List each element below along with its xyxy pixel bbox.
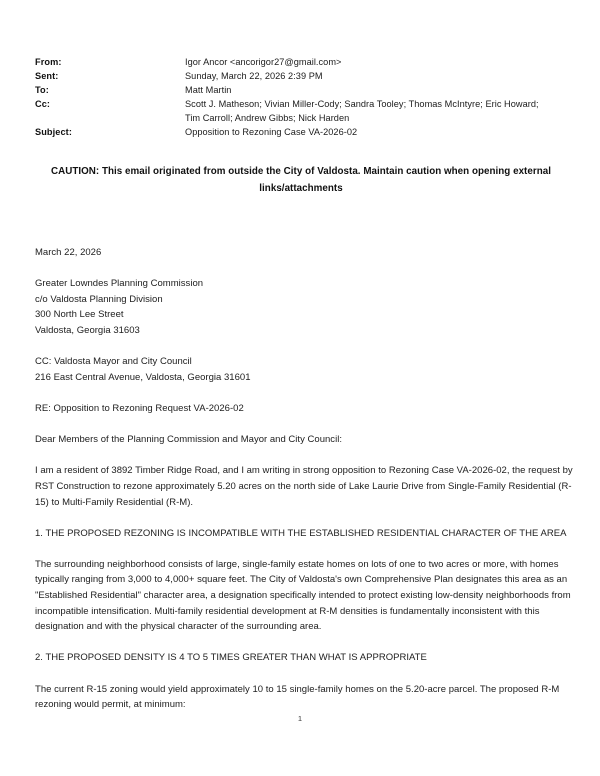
page-number-footer: 1 xyxy=(297,714,303,723)
recipient-address-line-4: Valdosta, Georgia 31603 xyxy=(35,324,140,336)
email-header-row-sent xyxy=(35,70,575,84)
section-1-paragraph: The surrounding neighborhood consists of large, single-family estate homes on lots of one to two acres or more, with homes typically ranging from 3,000 to 4,000+ square feet. The City of Valdosta's own Comprehensive Plan designates this area as an "Established Residential" character area, a designation specifically intended to protect existing low-density neighborhoods from incompatible intensification. Multi-family residential development at R-M densities is fundamentally inconsistent with this designation and with the physical character of the surrounding area. xyxy=(35,558,571,633)
email-value-subject: Opposition to Rezoning Case VA-2026-02 xyxy=(185,126,358,137)
email-value-to: Matt Martin xyxy=(185,85,232,95)
recipient-address-line-1: Greater Lowndes Planning Commission xyxy=(35,278,204,290)
letter-date: March 22, 2026 xyxy=(35,247,102,258)
recipient-address-line-3: 300 North Lee Street xyxy=(35,309,124,321)
email-label-subject: Subject: xyxy=(35,126,72,137)
email-label-from: From: xyxy=(35,57,62,67)
cc-address-block xyxy=(35,354,573,385)
cc-address-line-1: CC: Valdosta Mayor and City Council xyxy=(35,356,192,368)
letter-re-line: RE: Opposition to Rezoning Request VA-2026-02 xyxy=(35,402,244,414)
section-2-heading: 2. THE PROPOSED DENSITY IS 4 TO 5 TIMES GREATER THAN WHAT IS APPROPRIATE xyxy=(35,652,427,664)
email-value-sent: Sunday, March 22, 2026 2:39 PM xyxy=(185,71,323,81)
email-header-row-subject xyxy=(35,126,575,140)
recipient-address-block xyxy=(35,276,573,338)
email-label-cc: Cc: xyxy=(35,99,51,109)
email-value-cc-line-1: Scott J. Matheson; Vivian Miller-Cody; Sandra Tooley; Thomas McIntyre; Eric Howard; xyxy=(185,99,539,109)
email-value-cc-line-2: Tim Carroll; Andrew Gibbs; Nick Harden xyxy=(185,112,350,123)
section-1-heading: 1. THE PROPOSED REZONING IS INCOMPATIBLE WITH THE ESTABLISHED RESIDENTIAL CHARACTER OF THE AREA xyxy=(35,527,567,539)
letter-salutation: Dear Members of the Planning Commission and Mayor and City Council: xyxy=(35,434,342,446)
recipient-address-line-2: c/o Valdosta Planning Division xyxy=(35,293,163,305)
email-label-to: To: xyxy=(35,85,49,95)
email-label-sent: Sent: xyxy=(35,71,59,81)
external-sender-caution-banner: CAUTION: This email originated from outside the City of Valdosta. Maintain caution when opening external links/attachments xyxy=(51,166,551,194)
letter-body xyxy=(35,245,573,728)
email-header-block xyxy=(35,56,575,140)
letter-intro-paragraph: I am a resident of 3892 Timber Ridge Road, and I am writing in strong opposition to Rezoning Case VA-2026-02, the request by RST Construction to rezone approximately 5.20 acres on the north side of Lake Laurie Drive from Single-Family Residential (R-15) to Multi-Family Residential (R-M). xyxy=(35,465,573,508)
section-2-paragraph: The current R-15 zoning would yield approximately 10 to 15 single-family homes on the 5.20-acre parcel. The proposed R-M rezoning would permit, at minimum: xyxy=(35,683,560,711)
email-value-cc xyxy=(185,98,575,125)
email-header-row-from xyxy=(35,56,575,70)
cc-address-line-2: 216 East Central Avenue, Valdosta, Georgia 31601 xyxy=(35,371,251,383)
email-header-row-to xyxy=(35,84,575,98)
email-value-from: Igor Ancor <ancorigor27@gmail.com> xyxy=(185,57,342,67)
email-header-row-cc xyxy=(35,98,575,125)
